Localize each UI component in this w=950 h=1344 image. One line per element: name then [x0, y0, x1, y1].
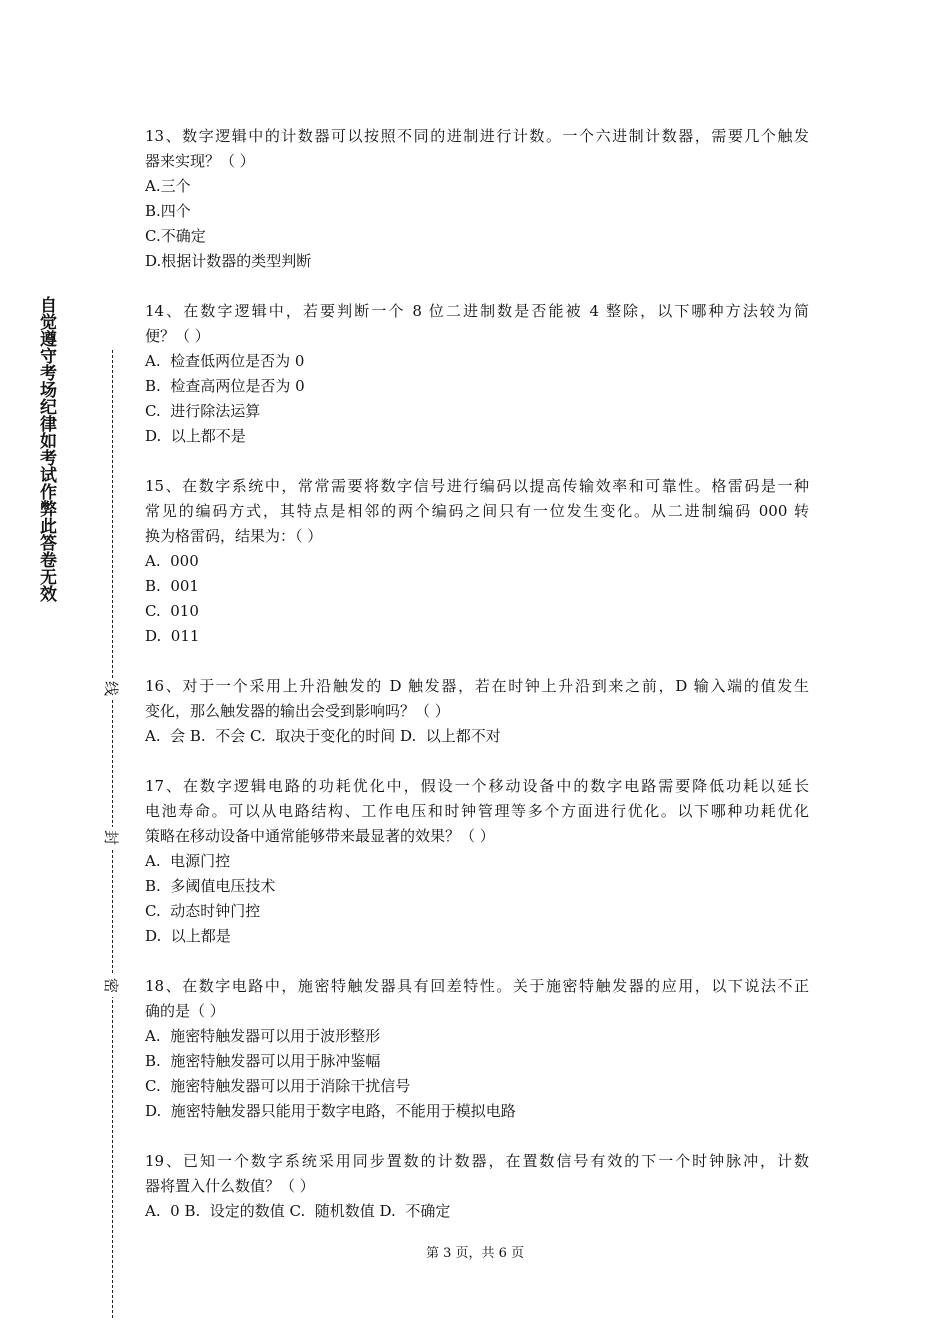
answer-option: C. 进行除法运算 [145, 402, 261, 420]
exam-discipline-warning: 自觉遵守考场纪律如考试作弊此答卷无效 [36, 296, 56, 602]
question-item [145, 674, 809, 749]
question-item [145, 124, 809, 274]
answer-option: B. 多阈值电压技术 [145, 877, 276, 895]
seal-line-char-mi: 密 [104, 975, 122, 997]
answer-option: D.根据计数器的类型判断 [145, 252, 312, 270]
question-stem-line: 器来实现？（ ） [145, 152, 255, 170]
answer-option: D. 以上都是 [145, 927, 231, 945]
question-stem-line: 13、数字逻辑中的计数器可以按照不同的进制进行计数。一个六进制计数器，需要几个触发 [145, 127, 809, 145]
question-stem-line: 17、在数字逻辑电路的功耗优化中，假设一个移动设备中的数字电路需要降低功耗以延长 [145, 777, 809, 795]
question-stem-line: 常见的编码方式，其特点是相邻的两个编码之间只有一位发生变化。从二进制编码 000 转 [145, 502, 809, 520]
answer-option: D. 施密特触发器只能用于数字电路，不能用于模拟电路 [145, 1102, 516, 1120]
question-stem-line: 14、在数字逻辑中，若要判断一个 8 位二进制数是否能被 4 整除，以下哪种方法较为简 [145, 302, 809, 320]
page-footer: 第 3 页，共 6 页 [425, 1246, 525, 1261]
answer-option: B.四个 [145, 202, 191, 220]
answer-option: A. 会 B. 不会 C. 取决于变化的时间 D. 以上都不对 [145, 727, 501, 745]
answer-option: B. 检查高两位是否为 0 [145, 377, 305, 395]
question-stem-line: 16、对于一个采用上升沿触发的 D 触发器，若在时钟上升沿到来之前，D 输入端的值发生 [145, 677, 809, 695]
question-list [145, 124, 809, 1249]
question-stem-line: 器将置入什么数值？（ ） [145, 1177, 315, 1195]
answer-option: A. 0 B. 设定的数值 C. 随机数值 D. 不确定 [145, 1202, 451, 1220]
answer-option: A. 施密特触发器可以用于波形整形 [145, 1027, 381, 1045]
answer-option: A. 电源门控 [145, 852, 231, 870]
question-stem-line: 策略在移动设备中通常能够带来最显著的效果？（ ） [145, 827, 495, 845]
question-item [145, 299, 809, 449]
question-item [145, 774, 809, 949]
answer-option: B. 施密特触发器可以用于脉冲鉴幅 [145, 1052, 381, 1070]
question-stem-line: 15、在数字系统中，常常需要将数字信号进行编码以提高传输效率和可靠性。格雷码是一种 [145, 477, 809, 495]
question-stem-line: 变化，那么触发器的输出会受到影响吗？（ ） [145, 702, 450, 720]
answer-option: D. 011 [145, 627, 200, 645]
answer-option: A. 000 [145, 552, 199, 570]
answer-option: C. 动态时钟门控 [145, 902, 261, 920]
question-stem-line: 电池寿命。可以从电路结构、工作电压和时钟管理等多个方面进行优化。以下哪种功耗优化 [145, 802, 809, 820]
answer-option: C. 施密特触发器可以用于消除干扰信号 [145, 1077, 411, 1095]
question-item [145, 974, 809, 1124]
seal-line-char-feng: 封 [104, 827, 122, 849]
question-stem-line: 换为格雷码，结果为：（ ） [145, 527, 323, 545]
answer-option: B. 001 [145, 577, 199, 595]
answer-option: A. 检查低两位是否为 0 [145, 352, 305, 370]
answer-option: C. 010 [145, 602, 199, 620]
question-stem-line: 19、已知一个数字系统采用同步置数的计数器，在置数信号有效的下一个时钟脉冲，计数 [145, 1152, 809, 1170]
question-stem-line: 18、在数字电路中，施密特触发器具有回差特性。关于施密特触发器的应用，以下说法不正 [145, 977, 809, 995]
answer-option: D. 以上都不是 [145, 427, 246, 445]
question-item [145, 474, 809, 649]
answer-option: A.三个 [145, 177, 191, 195]
question-stem-line: 便？（ ） [145, 327, 210, 345]
question-stem-line: 确的是（ ） [145, 1002, 225, 1020]
seal-line-char-xian: 线 [104, 678, 122, 700]
question-item [145, 1149, 809, 1224]
answer-option: C.不确定 [145, 227, 206, 245]
